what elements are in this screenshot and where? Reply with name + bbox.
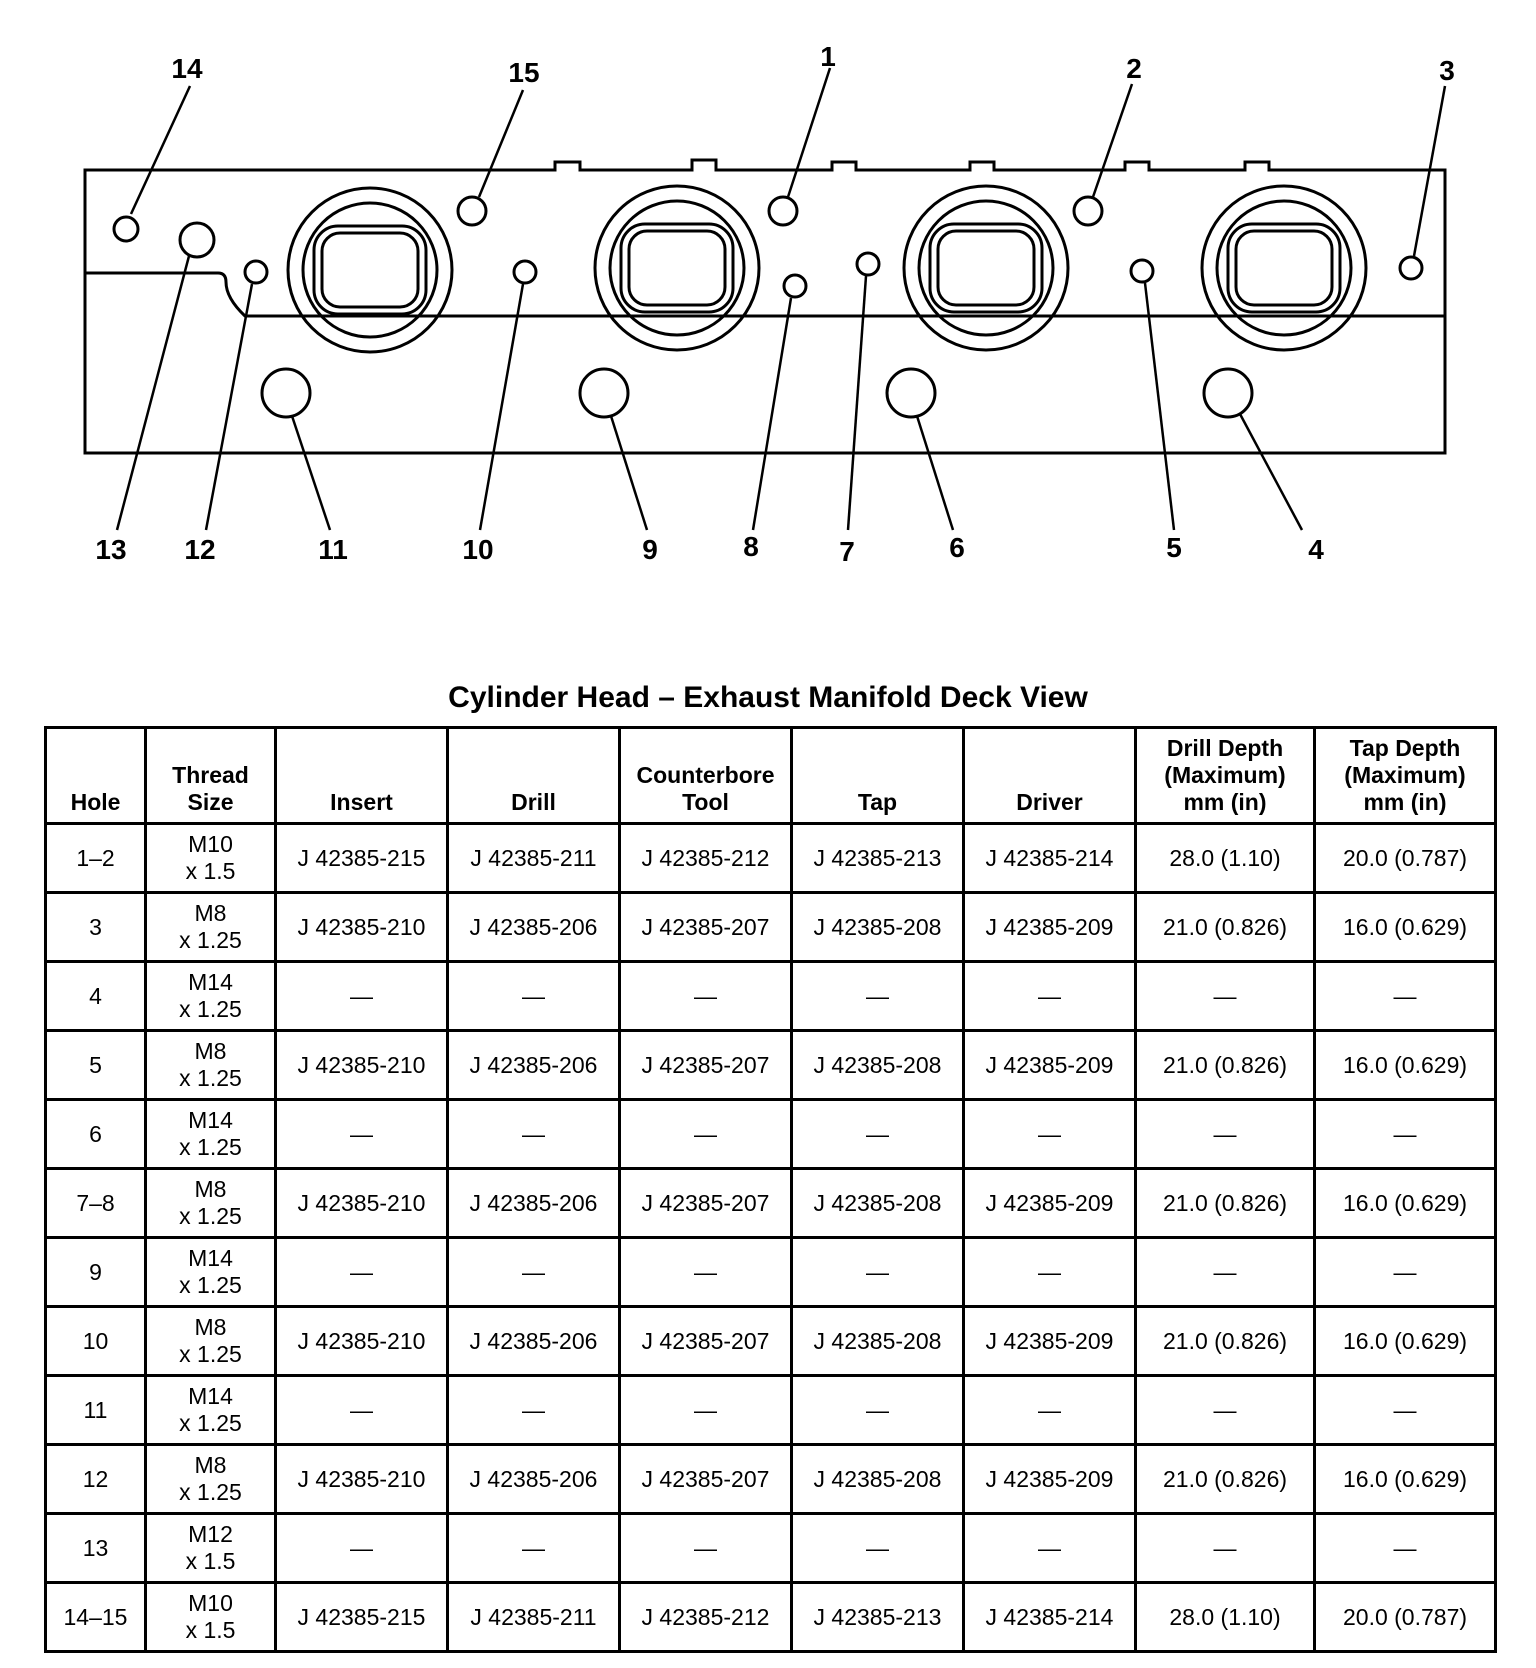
cell-driver: — (964, 1238, 1136, 1307)
cell-drill: — (448, 1238, 620, 1307)
bolt-hole (784, 275, 806, 297)
cell-counterbore: J 42385-207 (620, 1031, 792, 1100)
cell-thread: M8 x 1.25 (146, 893, 276, 962)
cell-drill-depth: 21.0 (0.826) (1136, 1445, 1315, 1514)
cell-thread: M8 x 1.25 (146, 1169, 276, 1238)
header-driver: Driver (964, 728, 1136, 824)
bolt-hole (1400, 257, 1422, 279)
cell-tap-depth: — (1315, 1376, 1496, 1445)
callout-15: 15 (508, 57, 540, 88)
callout-12: 12 (184, 534, 216, 565)
cell-hole: 6 (46, 1100, 146, 1169)
cell-drill-depth: 28.0 (1.10) (1136, 1583, 1315, 1652)
cell-driver: J 42385-209 (964, 893, 1136, 962)
callout-4: 4 (1308, 534, 1324, 565)
cell-drill-depth: 21.0 (0.826) (1136, 1307, 1315, 1376)
cell-insert: J 42385-210 (276, 1445, 448, 1514)
cell-tap: J 42385-213 (792, 1583, 964, 1652)
cell-drill: — (448, 1514, 620, 1583)
leader-line (292, 416, 330, 530)
cell-thread: M12 x 1.5 (146, 1514, 276, 1583)
table-row (46, 962, 1496, 1031)
leader-line (788, 68, 830, 197)
header-tap-depth: Tap Depth (Maximum) mm (in) (1315, 728, 1496, 824)
table-row (46, 893, 1496, 962)
table-row (46, 1307, 1496, 1376)
cell-drill: — (448, 1376, 620, 1445)
table-row (46, 1514, 1496, 1583)
cell-tap-depth: 20.0 (0.787) (1315, 1583, 1496, 1652)
cell-thread: M8 x 1.25 (146, 1445, 276, 1514)
cell-thread: M8 x 1.25 (146, 1307, 276, 1376)
cell-insert: — (276, 962, 448, 1031)
cell-drill: J 42385-206 (448, 1307, 620, 1376)
table-title: Cylinder Head – Exhaust Manifold Deck View (448, 681, 1088, 714)
callout-13: 13 (95, 534, 127, 565)
cell-tap: J 42385-208 (792, 893, 964, 962)
bolt-hole (1131, 260, 1153, 282)
cell-tap-depth: — (1315, 1238, 1496, 1307)
cell-driver: J 42385-209 (964, 1169, 1136, 1238)
cell-tap-depth: 16.0 (0.629) (1315, 893, 1496, 962)
cell-tap: J 42385-208 (792, 1031, 964, 1100)
bolt-hole (857, 253, 879, 275)
cell-counterbore: — (620, 1376, 792, 1445)
cell-insert: — (276, 1376, 448, 1445)
cell-counterbore: J 42385-207 (620, 1307, 792, 1376)
cell-insert: J 42385-215 (276, 1583, 448, 1652)
cell-tap-depth: 16.0 (0.629) (1315, 1169, 1496, 1238)
cell-tap: J 42385-208 (792, 1445, 964, 1514)
cell-tap: — (792, 1238, 964, 1307)
cell-hole: 12 (46, 1445, 146, 1514)
cell-counterbore: — (620, 1238, 792, 1307)
cell-hole: 9 (46, 1238, 146, 1307)
cell-thread: M14 x 1.25 (146, 1376, 276, 1445)
exhaust-port (595, 186, 759, 350)
header-insert: Insert (276, 728, 448, 824)
callout-10: 10 (462, 534, 494, 565)
leader-line (848, 276, 866, 530)
cell-driver: J 42385-209 (964, 1031, 1136, 1100)
leader-line (479, 90, 523, 197)
header-tap: Tap (792, 728, 964, 824)
cell-drill-depth: — (1136, 1238, 1315, 1307)
callout-2: 2 (1126, 53, 1142, 84)
cell-tap-depth: 20.0 (0.787) (1315, 824, 1496, 893)
cell-hole: 7–8 (46, 1169, 146, 1238)
callout-7: 7 (839, 536, 855, 567)
table-row (46, 1100, 1496, 1169)
cell-driver: J 42385-209 (964, 1307, 1136, 1376)
cell-drill-depth: — (1136, 1514, 1315, 1583)
cell-drill: — (448, 962, 620, 1031)
cell-drill-depth: 28.0 (1.10) (1136, 824, 1315, 893)
cell-insert: — (276, 1100, 448, 1169)
table-row (46, 1583, 1496, 1652)
cell-tap-depth: — (1315, 1100, 1496, 1169)
cell-tap-depth: 16.0 (0.629) (1315, 1031, 1496, 1100)
cell-drill: J 42385-206 (448, 1445, 620, 1514)
cell-counterbore: J 42385-207 (620, 893, 792, 962)
bolt-hole (180, 223, 214, 257)
cell-counterbore: J 42385-212 (620, 824, 792, 893)
cell-counterbore: — (620, 962, 792, 1031)
cell-drill: — (448, 1100, 620, 1169)
cell-insert: J 42385-215 (276, 824, 448, 893)
table-row (46, 824, 1496, 893)
cell-thread: M8 x 1.25 (146, 1031, 276, 1100)
cell-insert: — (276, 1514, 448, 1583)
cell-hole: 11 (46, 1376, 146, 1445)
cell-driver: — (964, 962, 1136, 1031)
bolt-hole (114, 217, 138, 241)
cell-insert: J 42385-210 (276, 893, 448, 962)
cell-hole: 5 (46, 1031, 146, 1100)
table-header-row (46, 728, 1496, 824)
cell-counterbore: J 42385-212 (620, 1583, 792, 1652)
cell-tap-depth: 16.0 (0.629) (1315, 1445, 1496, 1514)
cell-tap: J 42385-208 (792, 1169, 964, 1238)
cell-tap: J 42385-208 (792, 1307, 964, 1376)
callout-8: 8 (743, 531, 759, 562)
cell-drill-depth: — (1136, 1100, 1315, 1169)
bolt-hole (458, 197, 486, 225)
table-row (46, 1376, 1496, 1445)
leader-line (917, 416, 953, 530)
header-thread-size: Thread Size (146, 728, 276, 824)
leader-line (206, 284, 252, 530)
callout-1: 1 (820, 41, 836, 72)
bolt-hole (514, 261, 536, 283)
callout-3: 3 (1439, 55, 1455, 86)
cell-drill: J 42385-211 (448, 824, 620, 893)
bolt-hole (769, 197, 797, 225)
table-row (46, 1031, 1496, 1100)
cell-thread: M10 x 1.5 (146, 824, 276, 893)
exhaust-port (1202, 186, 1366, 350)
cell-counterbore: J 42385-207 (620, 1445, 792, 1514)
callout-9: 9 (642, 534, 658, 565)
cell-hole: 1–2 (46, 824, 146, 893)
bolt-hole (1074, 197, 1102, 225)
cell-tap: — (792, 1514, 964, 1583)
table-row (46, 1238, 1496, 1307)
cell-insert: J 42385-210 (276, 1031, 448, 1100)
cell-tap-depth: — (1315, 962, 1496, 1031)
leader-line (1093, 84, 1132, 197)
cell-tap-depth: 16.0 (0.629) (1315, 1307, 1496, 1376)
cell-drill-depth: 21.0 (0.826) (1136, 1169, 1315, 1238)
table-row (46, 1169, 1496, 1238)
header-drill-depth: Drill Depth (Maximum) mm (in) (1136, 728, 1315, 824)
head-outline (85, 160, 1445, 453)
cell-hole: 10 (46, 1307, 146, 1376)
cell-driver: — (964, 1100, 1136, 1169)
leader-line (611, 416, 647, 530)
cell-thread: M14 x 1.25 (146, 1100, 276, 1169)
cell-drill-depth: 21.0 (0.826) (1136, 893, 1315, 962)
cell-thread: M14 x 1.25 (146, 962, 276, 1031)
cell-insert: J 42385-210 (276, 1307, 448, 1376)
bolt-hole (262, 369, 310, 417)
cell-hole: 13 (46, 1514, 146, 1583)
cell-tap: J 42385-213 (792, 824, 964, 893)
cell-counterbore: J 42385-207 (620, 1169, 792, 1238)
cell-drill: J 42385-206 (448, 1031, 620, 1100)
callout-5: 5 (1166, 532, 1182, 563)
leader-line (131, 86, 190, 214)
callout-14: 14 (171, 53, 203, 84)
cell-tap: — (792, 962, 964, 1031)
cell-thread: M10 x 1.5 (146, 1583, 276, 1652)
cell-drill-depth: 21.0 (0.826) (1136, 1031, 1315, 1100)
callout-6: 6 (949, 532, 965, 563)
bolt-hole (245, 261, 267, 283)
cell-drill-depth: — (1136, 1376, 1315, 1445)
header-counterbore: Counterbore Tool (620, 728, 792, 824)
bolt-hole (887, 369, 935, 417)
cell-drill: J 42385-211 (448, 1583, 620, 1652)
cell-drill: J 42385-206 (448, 893, 620, 962)
cell-driver: J 42385-209 (964, 1445, 1136, 1514)
bolt-hole (580, 369, 628, 417)
cell-insert: — (276, 1238, 448, 1307)
thread-repair-table (44, 726, 1497, 1653)
leader-line (753, 298, 791, 530)
leader-line (480, 284, 523, 530)
exhaust-port (904, 186, 1068, 350)
cell-drill-depth: — (1136, 962, 1315, 1031)
cell-insert: J 42385-210 (276, 1169, 448, 1238)
cell-tap: — (792, 1376, 964, 1445)
table-row (46, 1445, 1496, 1514)
cell-driver: — (964, 1514, 1136, 1583)
exhaust-port (288, 188, 452, 352)
leader-line (117, 256, 189, 530)
bolt-hole (1204, 369, 1252, 417)
cell-driver: — (964, 1376, 1136, 1445)
cell-hole: 3 (46, 893, 146, 962)
callout-11: 11 (318, 534, 348, 565)
header-hole: Hole (46, 728, 146, 824)
cell-hole: 4 (46, 962, 146, 1031)
cell-tap: — (792, 1100, 964, 1169)
leader-line (1240, 414, 1302, 530)
cell-driver: J 42385-214 (964, 1583, 1136, 1652)
cell-tap-depth: — (1315, 1514, 1496, 1583)
leader-line (1145, 283, 1174, 530)
cell-counterbore: — (620, 1100, 792, 1169)
header-drill: Drill (448, 728, 620, 824)
cell-thread: M14 x 1.25 (146, 1238, 276, 1307)
cell-hole: 14–15 (46, 1583, 146, 1652)
cell-drill: J 42385-206 (448, 1169, 620, 1238)
cell-driver: J 42385-214 (964, 824, 1136, 893)
cylinder-head-diagram (0, 0, 1536, 590)
cell-counterbore: — (620, 1514, 792, 1583)
